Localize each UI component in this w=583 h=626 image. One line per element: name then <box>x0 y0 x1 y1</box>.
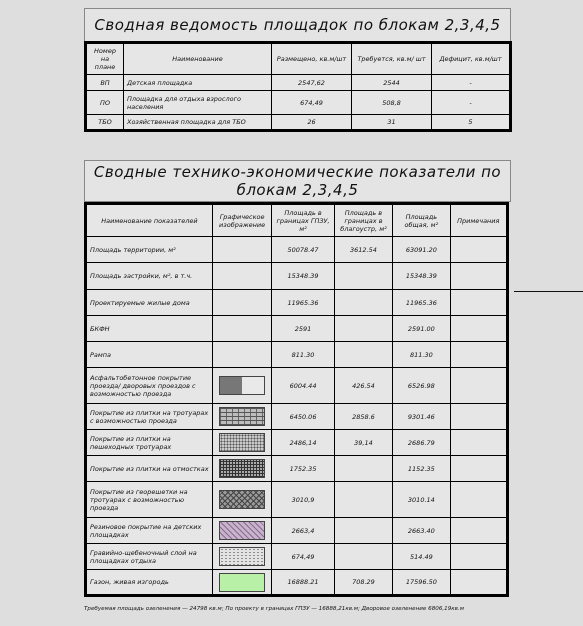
graphic-cell <box>212 518 271 544</box>
table-cell: Детская площадка <box>124 75 272 91</box>
table-cell: 5 <box>432 115 511 131</box>
area-gpzu: 15348.39 <box>272 263 334 290</box>
indicator-name: Асфальтобетонное покрытие проезда/ дворовых проездов с возможностью проезда <box>86 368 213 404</box>
note <box>450 368 507 404</box>
note <box>450 404 507 430</box>
graphic-cell <box>212 456 271 482</box>
table-row <box>86 316 508 342</box>
area-gpzu: 811.30 <box>272 342 334 368</box>
area-gpzu: 1752.35 <box>272 456 334 482</box>
graphic-cell <box>212 342 271 368</box>
area-total: 2663.40 <box>393 518 450 544</box>
note <box>450 518 507 544</box>
area-total: 514.49 <box>393 544 450 570</box>
area-gpzu: 2663,4 <box>272 518 334 544</box>
column-header: Наименование показателей <box>86 204 213 237</box>
indicator-name: Газон, живая изгородь <box>86 570 213 596</box>
area-improvement <box>334 482 392 518</box>
leader-line <box>514 291 583 292</box>
legend-swatch <box>219 547 265 566</box>
table-row <box>86 570 508 596</box>
legend-swatch <box>219 433 265 452</box>
table-row <box>86 290 508 316</box>
indicator-name: Гравийно-щебеночный слой на площадках отдыха <box>86 544 213 570</box>
area-improvement: 708.29 <box>334 570 392 596</box>
note <box>450 430 507 456</box>
table-row <box>86 115 511 131</box>
area-gpzu: 50078.47 <box>272 237 334 263</box>
note <box>450 342 507 368</box>
area-improvement <box>334 263 392 290</box>
column-header: Дефицит, кв.м/шт <box>432 43 511 75</box>
area-improvement <box>334 518 392 544</box>
area-improvement <box>334 316 392 342</box>
graphic-cell <box>212 430 271 456</box>
table-row <box>86 237 508 263</box>
column-header: Площадь общая, м² <box>393 204 450 237</box>
graphic-cell <box>212 237 271 263</box>
table-cell: ТБО <box>86 115 124 131</box>
indicator-name: Резиновое покрытие на детских площадках <box>86 518 213 544</box>
table-header-row <box>86 43 511 75</box>
area-improvement <box>334 342 392 368</box>
area-improvement: 2858.6 <box>334 404 392 430</box>
tep-table <box>84 202 509 597</box>
area-total: 15348.39 <box>393 263 450 290</box>
table-row <box>86 482 508 518</box>
table-cell: 26 <box>272 115 352 131</box>
table-cell: 2547,62 <box>272 75 352 91</box>
graphic-cell <box>212 290 271 316</box>
column-header: Размещено, кв.м/шт <box>272 43 352 75</box>
area-gpzu: 2591 <box>272 316 334 342</box>
area-gpzu: 2486,14 <box>272 430 334 456</box>
graphic-cell <box>212 368 271 404</box>
table-row <box>86 404 508 430</box>
table-cell: 508,8 <box>352 91 432 115</box>
area-gpzu: 6004.44 <box>272 368 334 404</box>
note <box>450 316 507 342</box>
table-header-row <box>86 204 508 237</box>
indicator-name: Рампа <box>86 342 213 368</box>
legend-swatch <box>219 407 265 426</box>
area-total: 1152.35 <box>393 456 450 482</box>
table-cell: 2544 <box>352 75 432 91</box>
table-row <box>86 342 508 368</box>
graphic-cell <box>212 482 271 518</box>
area-improvement <box>334 290 392 316</box>
table-cell: 31 <box>352 115 432 131</box>
area-total: 9301.46 <box>393 404 450 430</box>
area-gpzu: 11965.36 <box>272 290 334 316</box>
site-summary-table <box>84 41 512 132</box>
table-row <box>86 430 508 456</box>
indicator-name: Проектируемые жилые дома <box>86 290 213 316</box>
graphic-cell <box>212 263 271 290</box>
area-total: 3010.14 <box>393 482 450 518</box>
legend-swatch <box>219 573 265 592</box>
indicator-name: Покрытие из георешетки на тротуарах с возможностью проезда <box>86 482 213 518</box>
area-total: 11965.36 <box>393 290 450 316</box>
table-cell: Площадка для отдыха взрослого населения <box>124 91 272 115</box>
indicator-name: Площадь территории, м² <box>86 237 213 263</box>
note <box>450 570 507 596</box>
column-header: Площадь в границах ГПЗУ, м² <box>272 204 334 237</box>
indicator-name: Покрытие из плитки на отмостках <box>86 456 213 482</box>
indicator-name: БКФН <box>86 316 213 342</box>
table-cell: - <box>432 91 511 115</box>
area-improvement: 3612.54 <box>334 237 392 263</box>
column-header: Наименование <box>124 43 272 75</box>
table-cell: - <box>432 75 511 91</box>
area-total: 6526.98 <box>393 368 450 404</box>
legend-swatch <box>219 521 265 540</box>
table-cell: ПО <box>86 91 124 115</box>
legend-swatch <box>219 459 265 478</box>
column-header: Площадь в границах в благоустр, м² <box>334 204 392 237</box>
area-improvement <box>334 456 392 482</box>
graphic-cell <box>212 570 271 596</box>
area-gpzu: 674,49 <box>272 544 334 570</box>
area-gpzu: 3010,9 <box>272 482 334 518</box>
indicator-name: Покрытие из плитки на тротуарах с возможностью проезда <box>86 404 213 430</box>
footnote: Требуемая площадь озеленения — 24798 кв.м; По проекту в границах ГПЗУ — 16888,21кв.м; Дворовое озеленение 6806,19кв.м <box>84 606 464 612</box>
area-total: 17596.50 <box>393 570 450 596</box>
column-header: Графическое изображение <box>212 204 271 237</box>
table-row <box>86 368 508 404</box>
note <box>450 456 507 482</box>
area-improvement <box>334 544 392 570</box>
table-row <box>86 263 508 290</box>
note <box>450 544 507 570</box>
table-row <box>86 518 508 544</box>
table-cell: Хозяйственная площадка для ТБО <box>124 115 272 131</box>
area-improvement: 39,14 <box>334 430 392 456</box>
table1-title: Сводная ведомость площадок по блокам 2,3,4,5 <box>84 8 511 42</box>
indicator-name: Площадь застройки, м², в т.ч. <box>86 263 213 290</box>
column-header: Требуется, кв.м/ шт <box>352 43 432 75</box>
graphic-cell <box>212 544 271 570</box>
table-cell: ВП <box>86 75 124 91</box>
note <box>450 237 507 263</box>
table-row <box>86 544 508 570</box>
area-improvement: 426.54 <box>334 368 392 404</box>
graphic-cell <box>212 404 271 430</box>
table-cell: 674,49 <box>272 91 352 115</box>
legend-swatch <box>219 376 265 395</box>
note <box>450 290 507 316</box>
table-row <box>86 456 508 482</box>
column-header: Примечания <box>450 204 507 237</box>
table2-title: Сводные технико-экономические показатели по блокам 2,3,4,5 <box>84 160 511 202</box>
note <box>450 263 507 290</box>
note <box>450 482 507 518</box>
table-row <box>86 91 511 115</box>
column-header: Номер на плане <box>86 43 124 75</box>
area-gpzu: 16888.21 <box>272 570 334 596</box>
area-gpzu: 6450.06 <box>272 404 334 430</box>
area-total: 2591.00 <box>393 316 450 342</box>
legend-swatch <box>219 490 265 509</box>
area-total: 2686.79 <box>393 430 450 456</box>
table-row <box>86 75 511 91</box>
graphic-cell <box>212 316 271 342</box>
indicator-name: Покрытие из плитки на пешеходных тротуарах <box>86 430 213 456</box>
area-total: 63091.20 <box>393 237 450 263</box>
area-total: 811.30 <box>393 342 450 368</box>
